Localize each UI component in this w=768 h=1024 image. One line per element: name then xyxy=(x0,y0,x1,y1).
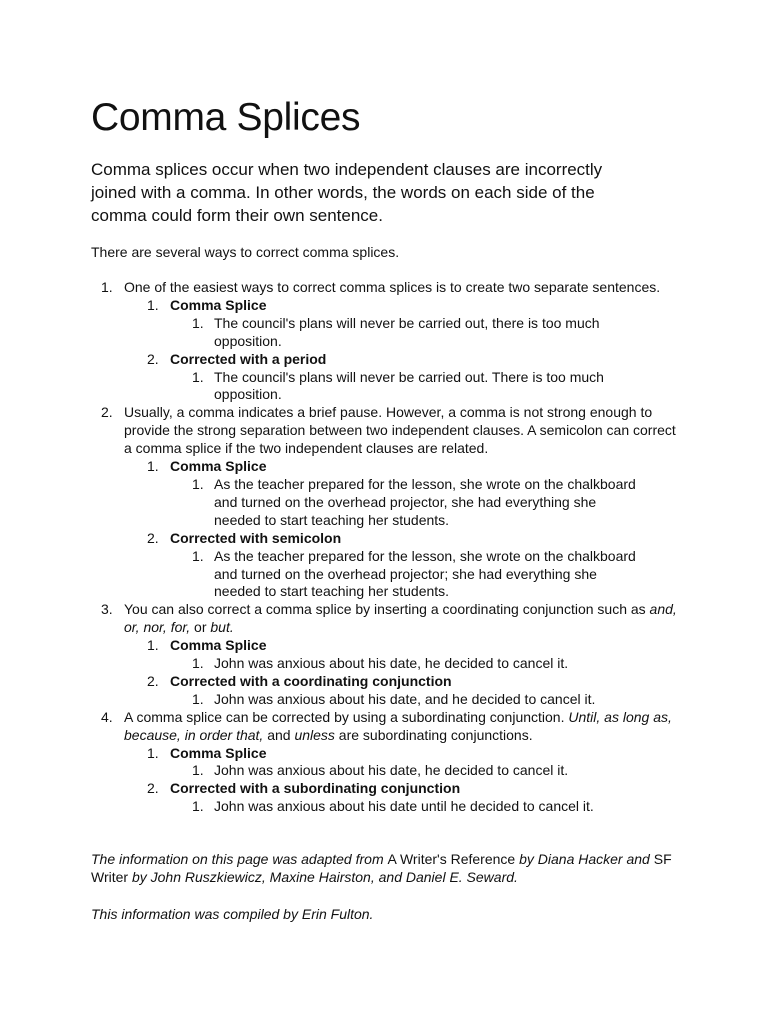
example-item xyxy=(91,369,683,405)
sub-number: 1. xyxy=(147,296,159,313)
sources-text: The information on this page was adapted from xyxy=(91,851,388,867)
list-item xyxy=(91,601,683,637)
list-item-text: One of the easiest ways to correct comma splices is to create two separate sentences. xyxy=(124,279,661,295)
book-title: A Writer's Reference xyxy=(387,851,520,867)
sub-item xyxy=(91,780,683,798)
sub-number: 2. xyxy=(147,350,159,367)
list-item-text: are subordinating conjunctions. xyxy=(334,726,533,743)
sub-label: Comma Splice xyxy=(170,744,267,761)
example-text: John was anxious about his date, he decided to cancel it. xyxy=(214,762,569,779)
list-number: 3. xyxy=(101,601,113,618)
list-item-text: and xyxy=(263,726,295,743)
example-number: 1. xyxy=(192,655,204,672)
sub-item xyxy=(91,745,683,763)
example-number: 1. xyxy=(192,475,204,492)
sub-item xyxy=(91,673,683,691)
list-item xyxy=(91,404,683,458)
compiled-by-note: This information was compiled by Erin Fulton. xyxy=(91,906,374,922)
example-item xyxy=(91,476,683,530)
sub-number: 1. xyxy=(147,637,159,654)
example-number: 1. xyxy=(192,690,204,707)
sub-number: 1. xyxy=(147,744,159,761)
lead-paragraph: Comma splices occur when two independent clauses are incorrectly joined with a comma. In other words, the words on each side of the comma could form their own sentence. xyxy=(91,160,603,225)
sources-paragraph xyxy=(91,850,681,886)
example-number: 1. xyxy=(192,547,204,564)
example-item xyxy=(91,655,683,673)
example-text: As the teacher prepared for the lesson, she wrote on the chalkboard and turned on the overhead projector; she had everything she needed to start teaching her students. xyxy=(214,547,636,600)
example-number: 1. xyxy=(192,798,204,815)
book-title: SF Writer xyxy=(91,851,672,885)
example-text: As the teacher prepared for the lesson, she wrote on the chalkboard and turned on the overhead projector, she had everything she needed to start teaching her students. xyxy=(214,475,636,528)
example-text: The council's plans will never be carried out, there is too much opposition. xyxy=(214,314,600,349)
example-number: 1. xyxy=(192,368,204,385)
sub-number: 2. xyxy=(147,672,159,689)
example-text: The council's plans will never be carried out. There is too much opposition. xyxy=(214,368,604,403)
list-item-text: Usually, a comma indicates a brief pause. However, a comma is not strong enough to provide the strong separation between two independent clauses. A semicolon can correct a comma splice if the two independent clauses are related. xyxy=(124,404,676,457)
sub-number: 2. xyxy=(147,780,159,797)
list-item-text: or xyxy=(190,619,211,636)
sub-label: Comma Splice xyxy=(170,637,267,654)
sub-item xyxy=(91,458,683,476)
conjunction-examples: unless xyxy=(294,726,335,743)
list-item xyxy=(91,709,683,745)
page-title: Comma Splices xyxy=(91,96,361,139)
conjunction-examples: and, or, nor, for, xyxy=(124,601,677,636)
sub-label: Comma Splice xyxy=(170,458,267,475)
conjunction-examples: but. xyxy=(210,619,234,636)
example-item xyxy=(91,315,683,351)
list-item xyxy=(91,279,683,297)
sub-label: Corrected with a period xyxy=(170,350,327,367)
correction-list xyxy=(91,279,683,816)
sources-text: by John Ruszkiewicz, Maxine Hairston, and Daniel E. Seward. xyxy=(128,869,518,885)
intro-paragraph: There are several ways to correct comma splices. xyxy=(91,244,400,260)
conjunction-examples: Until, as long as, because, in order that, xyxy=(124,708,672,743)
example-number: 1. xyxy=(192,314,204,331)
example-item xyxy=(91,762,683,780)
example-item xyxy=(91,798,683,816)
example-text: John was anxious about his date until he decided to cancel it. xyxy=(214,798,594,815)
sub-label: Corrected with a subordinating conjunction xyxy=(170,780,461,797)
example-text: John was anxious about his date, and he decided to cancel it. xyxy=(214,690,596,707)
sources-text: by Diana Hacker and xyxy=(519,851,654,867)
list-item-text: You can also correct a comma splice by inserting a coordinating conjunction such as xyxy=(124,601,650,618)
sub-label: Corrected with a coordinating conjunction xyxy=(170,672,452,689)
list-number: 4. xyxy=(101,708,113,725)
example-number: 1. xyxy=(192,762,204,779)
sub-item xyxy=(91,297,683,315)
list-item-text: A comma splice can be corrected by using a subordinating conjunction. xyxy=(124,708,569,725)
sub-label: Corrected with semicolon xyxy=(170,529,342,546)
example-item xyxy=(91,691,683,709)
sub-item xyxy=(91,530,683,548)
sub-number: 1. xyxy=(147,458,159,475)
example-item xyxy=(91,548,683,602)
list-number: 1. xyxy=(101,279,113,295)
example-text: John was anxious about his date, he decided to cancel it. xyxy=(214,655,569,672)
list-number: 2. xyxy=(101,404,113,421)
sub-item xyxy=(91,637,683,655)
sub-item xyxy=(91,351,683,369)
sub-number: 2. xyxy=(147,529,159,546)
sub-label: Comma Splice xyxy=(170,296,267,313)
